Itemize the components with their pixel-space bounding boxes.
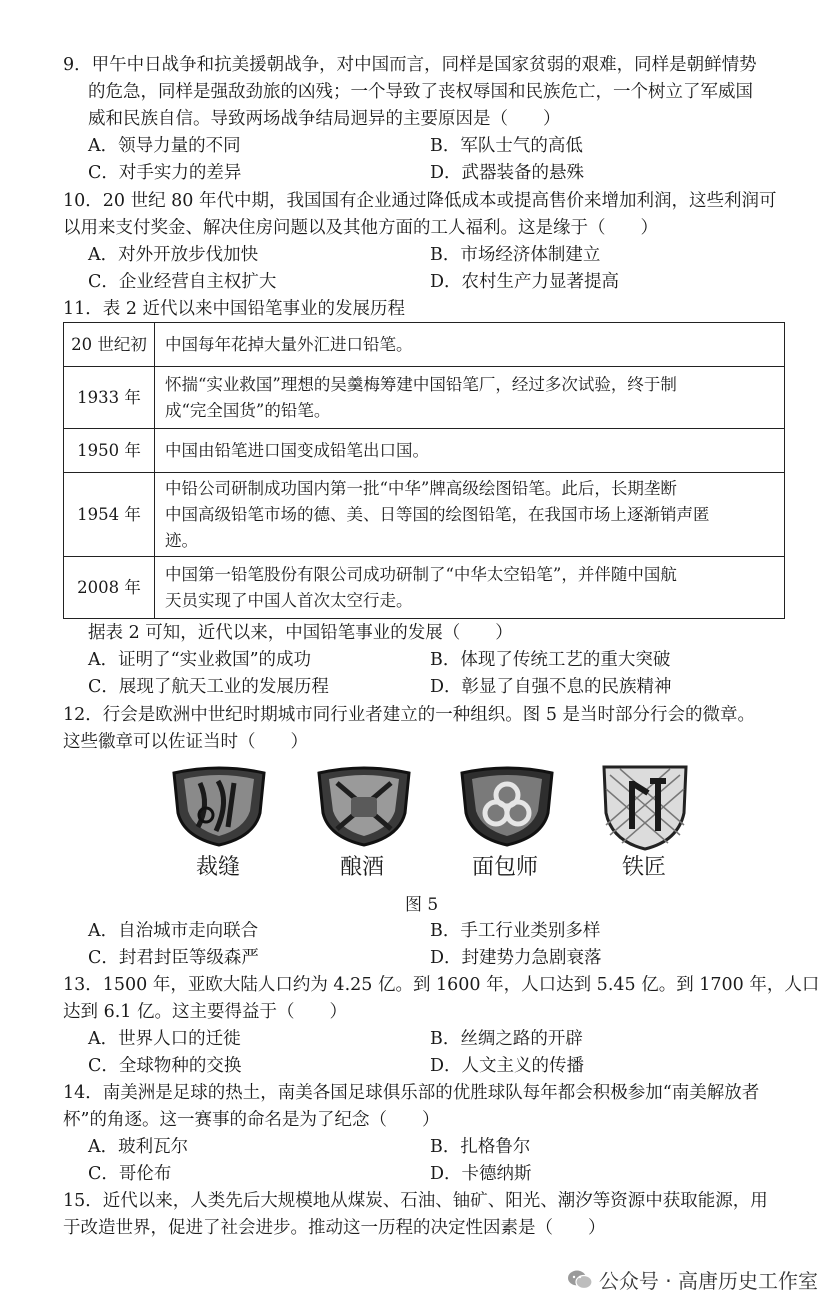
table-text-line: 中铅公司研制成功国内第一批“中华”牌高级绘图铅笔。此后，长期垄断 bbox=[165, 478, 677, 498]
table-year-cell: 20 世纪初 bbox=[64, 323, 155, 367]
q12-option-d: D．封建势力急剧衰落 bbox=[430, 948, 602, 968]
table-row bbox=[64, 429, 785, 473]
table-text-cell bbox=[155, 367, 785, 429]
brewer-badge-icon bbox=[315, 765, 413, 847]
q9-line-3: 威和民族自信。导致两场战争结局迥异的主要原因是（ ） bbox=[88, 109, 561, 129]
q9-option-c: C．对手实力的差异 bbox=[88, 163, 242, 183]
q13-option-d: D．人文主义的传播 bbox=[430, 1056, 585, 1076]
q11-title: 11．表 2 近代以来中国铅笔事业的发展历程 bbox=[63, 299, 406, 319]
q9-option-d: D．武器装备的悬殊 bbox=[430, 163, 585, 183]
watermark bbox=[567, 1265, 818, 1294]
table-text-line: 天员实现了中国人首次太空行走。 bbox=[165, 590, 413, 610]
q9-line-2: 的危急，同样是强敌劲旅的凶残；一个导致了丧权辱国和民族危亡，一个树立了军威国 bbox=[88, 82, 753, 102]
table-text-cell bbox=[155, 429, 785, 473]
table-year-cell: 2008 年 bbox=[64, 557, 155, 619]
table-text-line: 中国由铅笔进口国变成铅笔出口国。 bbox=[165, 440, 429, 460]
q14-line-2: 杯”的角逐。这一赛事的命名是为了纪念（ ） bbox=[63, 1110, 440, 1130]
table-year-cell: 1933 年 bbox=[64, 367, 155, 429]
blacksmith-badge-icon bbox=[600, 763, 690, 851]
q11-option-b: B．体现了传统工艺的重大突破 bbox=[430, 650, 671, 670]
badge-caption-baker: 面包师 bbox=[472, 855, 539, 880]
q9-line-1: 9．甲午中日战争和抗美援朝战争，对中国而言，同样是国家贫弱的艰难，同样是朝鲜情势 bbox=[63, 55, 757, 75]
q11-option-d: D．彰显了自强不息的民族精神 bbox=[430, 677, 672, 697]
q13-line-2: 达到 6.1 亿。这主要得益于（ ） bbox=[63, 1002, 347, 1022]
table-text-line: 中国高级铅笔市场的德、美、日等国的绘图铅笔，在我国市场上逐渐销声匿 bbox=[165, 504, 710, 524]
q13-line-1: 13．1500 年，亚欧大陆人口约为 4.25 亿。到 1600 年，人口达到 5.45 亿。到 1700 年，人口 bbox=[63, 975, 820, 995]
q12-option-b: B．手工行业类别多样 bbox=[430, 921, 601, 941]
figure-label: 图 5 bbox=[405, 895, 439, 915]
q9-option-a: A．领导力量的不同 bbox=[88, 136, 241, 156]
q14-option-c: C．哥伦布 bbox=[88, 1164, 172, 1184]
table-text-line: 怀揣“实业救国”理想的吴羹梅筹建中国铅笔厂，经过多次试验，终于制 bbox=[165, 374, 677, 394]
tailor-badge-icon bbox=[170, 765, 268, 847]
table-text-line: 成“完全国货”的铅笔。 bbox=[165, 400, 331, 420]
table-text-line: 迹。 bbox=[165, 530, 198, 550]
table-year-cell: 1954 年 bbox=[64, 473, 155, 557]
table-text-line: 中国每年花掉大量外汇进口铅笔。 bbox=[165, 334, 413, 354]
q14-line-1: 14．南美洲是足球的热土，南美各国足球俱乐部的优胜球队每年都会积极参加“南美解放者 bbox=[63, 1083, 760, 1103]
q9-option-b: B．军队士气的高低 bbox=[430, 136, 583, 156]
watermark-text: 公众号 · 高唐历史工作室 bbox=[598, 1269, 818, 1293]
q11-option-a: A．证明了“实业救国”的成功 bbox=[88, 650, 312, 670]
q13-option-b: B．丝绸之路的开辟 bbox=[430, 1029, 583, 1049]
q10-option-a: A．对外开放步伐加快 bbox=[88, 245, 259, 265]
badge-caption-tailor: 裁缝 bbox=[196, 855, 241, 880]
q10-line-2: 以用来支付奖金、解决住房问题以及其他方面的工人福利。这是缘于（ ） bbox=[63, 218, 658, 238]
table-year-cell: 1950 年 bbox=[64, 429, 155, 473]
table-text-line: 中国第一铅笔股份有限公司成功研制了“中华太空铅笔”，并伴随中国航 bbox=[165, 564, 677, 584]
baker-badge-icon bbox=[458, 765, 556, 847]
q12-option-a: A．自治城市走向联合 bbox=[88, 921, 259, 941]
q12-option-c: C．封君封臣等级森严 bbox=[88, 948, 259, 968]
table-row bbox=[64, 473, 785, 557]
q10-option-b: B．市场经济体制建立 bbox=[430, 245, 601, 265]
q13-option-c: C．全球物种的交换 bbox=[88, 1056, 242, 1076]
q11-stem: 据表 2 可知，近代以来，中国铅笔事业的发展（ ） bbox=[88, 623, 513, 643]
q15-line-2: 于改造世界，促进了社会进步。推动这一历程的决定性因素是（ ） bbox=[63, 1218, 606, 1238]
table-text-cell bbox=[155, 473, 785, 557]
q10-line-1: 10．20 世纪 80 年代中期，我国国有企业通过降低成本或提高售价来增加利润，这些利润可 bbox=[63, 191, 777, 211]
q10-option-c: C．企业经营自主权扩大 bbox=[88, 272, 277, 292]
badge-caption-brewer: 酿酒 bbox=[340, 855, 385, 880]
table-text-cell bbox=[155, 557, 785, 619]
q11-option-c: C．展现了航天工业的发展历程 bbox=[88, 677, 329, 697]
wechat-icon bbox=[567, 1269, 593, 1291]
q12-line-1: 12．行会是欧洲中世纪时期城市同行业者建立的一种组织。图 5 是当时部分行会的微章。 bbox=[63, 705, 756, 725]
table-text-cell bbox=[155, 323, 785, 367]
table-row bbox=[64, 323, 785, 367]
badge-caption-blacksmith: 铁匠 bbox=[622, 855, 667, 880]
pencil-history-table bbox=[63, 322, 785, 619]
q13-option-a: A．世界人口的迁徙 bbox=[88, 1029, 241, 1049]
q14-option-a: A．玻利瓦尔 bbox=[88, 1137, 189, 1157]
q15-line-1: 15．近代以来，人类先后大规模地从煤炭、石油、铀矿、阳光、潮汐等资源中获取能源，用 bbox=[63, 1191, 768, 1211]
q14-option-b: B．扎格鲁尔 bbox=[430, 1137, 531, 1157]
table-row bbox=[64, 557, 785, 619]
q10-option-d: D．农村生产力显著提高 bbox=[430, 272, 620, 292]
table-row bbox=[64, 367, 785, 429]
q14-option-d: D．卡德纳斯 bbox=[430, 1164, 532, 1184]
q12-line-2: 这些徽章可以佐证当时（ ） bbox=[63, 732, 308, 752]
